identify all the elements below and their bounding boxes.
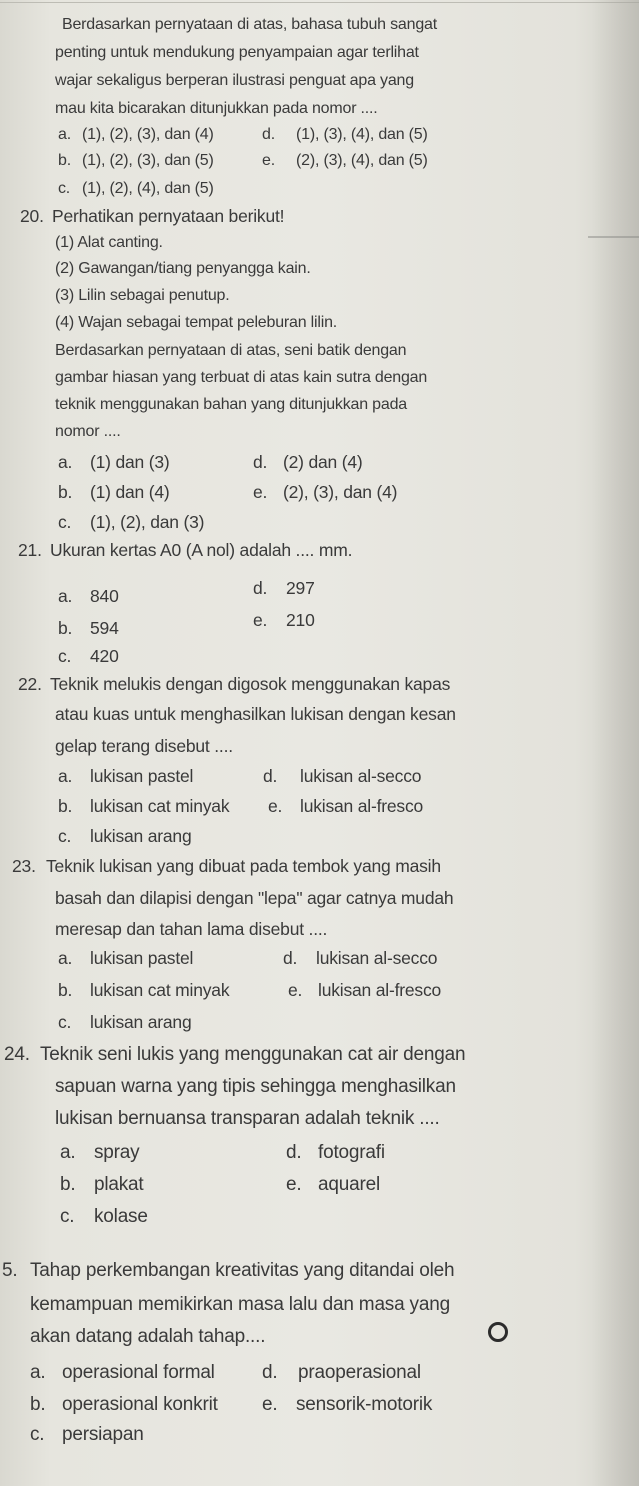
q23-option-b-text[interactable]: lukisan cat minyak: [90, 980, 230, 1000]
q20-option-d-text[interactable]: (2) dan (4): [283, 452, 363, 472]
q21-option-d-text[interactable]: 297: [286, 578, 315, 598]
page-fold-shadow: [591, 0, 639, 1486]
q25-option-a-letter[interactable]: a.: [30, 1362, 46, 1383]
q24-option-a-letter[interactable]: a.: [60, 1142, 76, 1163]
q20-option-a-letter[interactable]: a.: [58, 452, 73, 472]
q20-body-3: teknik menggunakan bahan yang ditunjukkan pada: [55, 396, 407, 413]
q21-stem: Ukuran kertas A0 (A nol) adalah .... mm.: [50, 540, 353, 560]
q20-number: 20.: [20, 206, 44, 226]
q22-number: 22.: [18, 674, 42, 694]
q23-option-d-letter[interactable]: d.: [283, 948, 298, 968]
q23-option-d-text[interactable]: lukisan al-secco: [316, 948, 438, 968]
q24-option-e-letter[interactable]: e.: [286, 1174, 302, 1195]
q25-option-d-text[interactable]: praoperasional: [298, 1362, 421, 1383]
q21-option-c-text[interactable]: 420: [90, 646, 119, 666]
q24-option-b-letter[interactable]: b.: [60, 1174, 76, 1195]
q21-option-a-text[interactable]: 840: [90, 586, 119, 606]
q21-option-d-letter[interactable]: d.: [253, 578, 268, 598]
q20-option-a-text[interactable]: (1) dan (3): [90, 452, 170, 472]
q21-number: 21.: [18, 540, 42, 560]
q23-option-c-letter[interactable]: c.: [58, 1012, 72, 1032]
q21-option-b-text[interactable]: 594: [90, 618, 119, 638]
q22-option-c-letter[interactable]: c.: [58, 826, 72, 846]
q22-option-b-letter[interactable]: b.: [58, 796, 73, 816]
q25-option-c-letter[interactable]: c.: [30, 1424, 45, 1445]
q24-line-2: sapuan warna yang tipis sehingga menghasilkan: [55, 1076, 456, 1097]
q24-option-e-text[interactable]: aquarel: [318, 1174, 380, 1195]
intro-line-2: penting untuk mendukung penyampaian agar terlihat: [55, 44, 419, 61]
q23-option-a-letter[interactable]: a.: [58, 948, 73, 968]
q19-option-d-text[interactable]: (1), (3), (4), dan (5): [296, 126, 428, 143]
q24-option-d-letter[interactable]: d.: [286, 1142, 302, 1163]
q24-option-c-text[interactable]: kolase: [94, 1206, 148, 1227]
q23-option-c-text[interactable]: lukisan arang: [90, 1012, 192, 1032]
q23-option-e-letter[interactable]: e.: [288, 980, 303, 1000]
q25-option-c-text[interactable]: persiapan: [62, 1424, 144, 1445]
q22-option-e-letter[interactable]: e.: [268, 796, 283, 816]
q22-line-2: atau kuas untuk menghasilkan lukisan dengan kesan: [55, 704, 456, 724]
q25-option-e-letter[interactable]: e.: [262, 1394, 278, 1415]
q23-line-2: basah dan dilapisi dengan "lepa" agar catnya mudah: [55, 888, 454, 908]
q20-option-b-letter[interactable]: b.: [58, 482, 73, 502]
q22-option-e-text[interactable]: lukisan al-fresco: [300, 796, 424, 816]
q20-body-4: nomor ....: [55, 423, 121, 440]
q20-option-b-text[interactable]: (1) dan (4): [90, 482, 170, 502]
q25-line-1: Tahap perkembangan kreativitas yang ditandai oleh: [30, 1260, 455, 1281]
q23-option-a-text[interactable]: lukisan pastel: [90, 948, 194, 968]
q20-item-2: (2) Gawangan/tiang penyangga kain.: [55, 260, 311, 277]
q21-option-e-letter[interactable]: e.: [253, 610, 268, 630]
q19-option-b-text[interactable]: (1), (2), (3), dan (5): [82, 152, 214, 169]
q20-option-c-text[interactable]: (1), (2), dan (3): [90, 512, 205, 532]
q19-option-e-text[interactable]: (2), (3), (4), dan (5): [296, 152, 428, 169]
q19-option-a-letter[interactable]: a.: [58, 126, 71, 143]
q20-option-c-letter[interactable]: c.: [58, 512, 72, 532]
q25-option-b-text[interactable]: operasional konkrit: [62, 1394, 218, 1415]
q19-option-a-text[interactable]: (1), (2), (3), dan (4): [82, 126, 214, 143]
paper-crease: [588, 236, 639, 238]
q24-line-1: Teknik seni lukis yang menggunakan cat air dengan: [40, 1044, 466, 1065]
q19-option-c-text[interactable]: (1), (2), (4), dan (5): [82, 180, 214, 197]
q25-option-b-letter[interactable]: b.: [30, 1394, 46, 1415]
q24-number: 24.: [4, 1044, 30, 1065]
q25-line-3: akan datang adalah tahap....: [30, 1326, 266, 1347]
q25-option-e-text[interactable]: sensorik-motorik: [296, 1394, 433, 1415]
q23-line-3: meresap dan tahan lama disebut ....: [55, 919, 328, 939]
q25-line-2: kemampuan memikirkan masa lalu dan masa yang: [30, 1294, 450, 1315]
q20-body-2: gambar hiasan yang terbuat di atas kain sutra dengan: [55, 369, 428, 386]
q23-number: 23.: [12, 856, 36, 876]
q23-line-1: Teknik lukisan yang dibuat pada tembok yang masih: [46, 856, 441, 876]
q23-option-b-letter[interactable]: b.: [58, 980, 73, 1000]
intro-line-3: wajar sekaligus berperan ilustrasi penguat apa yang: [55, 72, 414, 89]
q20-option-e-text[interactable]: (2), (3), dan (4): [283, 482, 398, 502]
q21-option-e-text[interactable]: 210: [286, 610, 315, 630]
q24-option-d-text[interactable]: fotografi: [318, 1142, 385, 1163]
q20-item-1: (1) Alat canting.: [55, 234, 163, 251]
pen-mark-circle: [488, 1322, 508, 1342]
q22-line-1: Teknik melukis dengan digosok menggunakan kapas: [50, 674, 451, 694]
q20-body-1: Berdasarkan pernyataan di atas, seni batik dengan: [55, 342, 407, 359]
q19-option-c-letter[interactable]: c.: [58, 180, 71, 197]
q24-option-b-text[interactable]: plakat: [94, 1174, 144, 1195]
q24-option-c-letter[interactable]: c.: [60, 1206, 75, 1227]
q22-option-d-letter[interactable]: d.: [263, 766, 278, 786]
q21-option-a-letter[interactable]: a.: [58, 586, 73, 606]
q20-item-3: (3) Lilin sebagai penutup.: [55, 287, 230, 304]
q22-line-3: gelap terang disebut ....: [55, 736, 233, 756]
q19-option-e-letter[interactable]: e.: [262, 152, 275, 169]
q20-option-e-letter[interactable]: e.: [253, 482, 268, 502]
q22-option-a-text[interactable]: lukisan pastel: [90, 766, 194, 786]
q20-item-4: (4) Wajan sebagai tempat peleburan lilin.: [55, 314, 338, 331]
intro-line-4: mau kita bicarakan ditunjukkan pada nomor ....: [55, 100, 378, 117]
q24-option-a-text[interactable]: spray: [94, 1142, 140, 1163]
q19-option-d-letter[interactable]: d.: [262, 126, 275, 143]
page-top-edge: [0, 2, 639, 3]
q20-stem: Perhatikan pernyataan berikut!: [52, 206, 285, 226]
q21-option-b-letter[interactable]: b.: [58, 618, 73, 638]
q25-option-d-letter[interactable]: d.: [262, 1362, 278, 1383]
q23-option-e-text[interactable]: lukisan al-fresco: [318, 980, 442, 1000]
q22-option-a-letter[interactable]: a.: [58, 766, 73, 786]
q19-option-b-letter[interactable]: b.: [58, 152, 71, 169]
q22-option-b-text[interactable]: lukisan cat minyak: [90, 796, 230, 816]
q20-option-d-letter[interactable]: d.: [253, 452, 268, 472]
q22-option-d-text[interactable]: lukisan al-secco: [300, 766, 422, 786]
q22-option-c-text[interactable]: lukisan arang: [90, 826, 192, 846]
q21-option-c-letter[interactable]: c.: [58, 646, 72, 666]
q24-line-3: lukisan bernuansa transparan adalah teknik ....: [55, 1108, 440, 1129]
q25-number: 5.: [2, 1260, 18, 1281]
intro-line-1: Berdasarkan pernyataan di atas, bahasa tubuh sangat: [62, 16, 437, 33]
q25-option-a-text[interactable]: operasional formal: [62, 1362, 215, 1383]
